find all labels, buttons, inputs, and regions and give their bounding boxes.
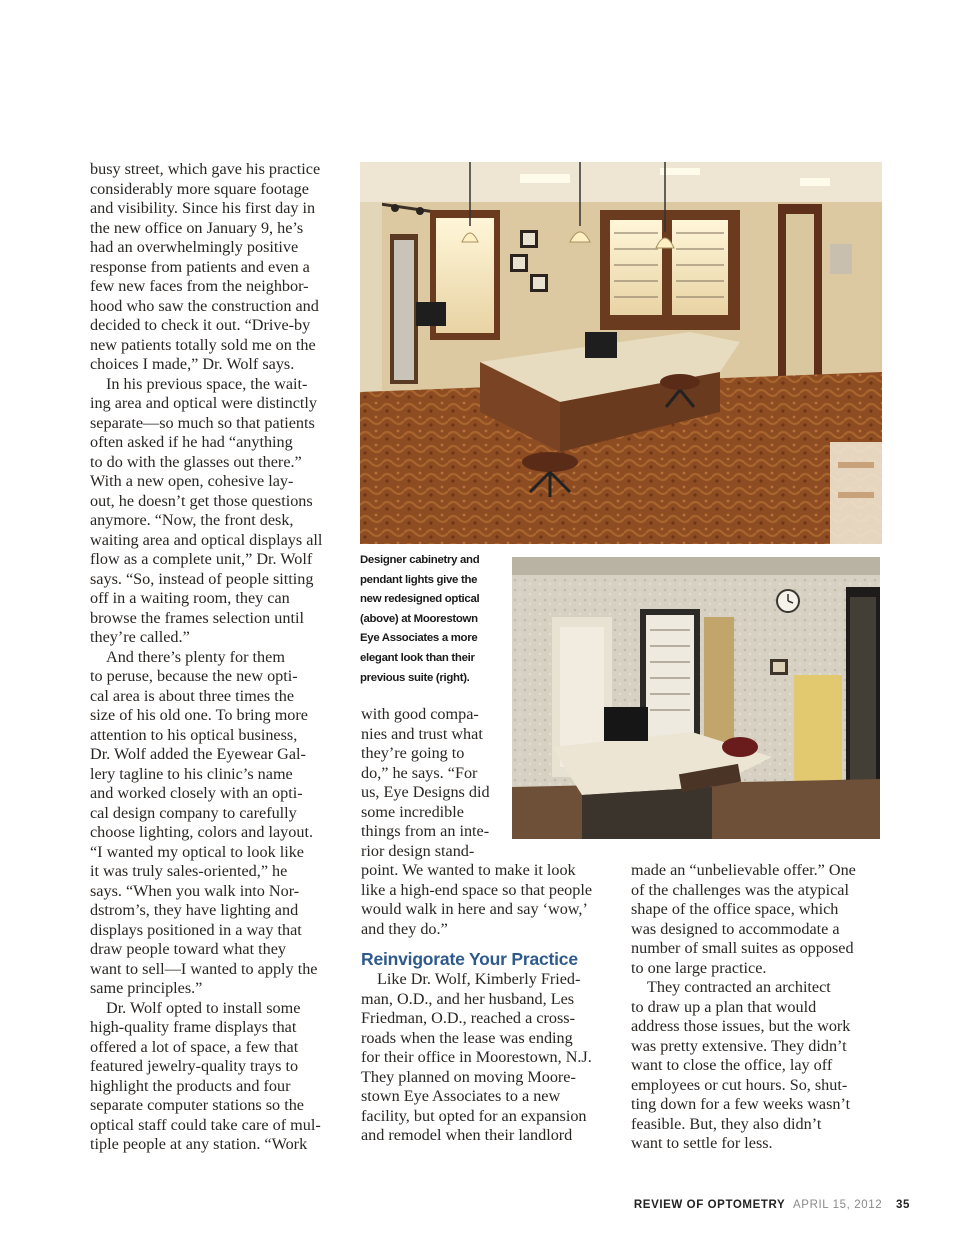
text-line: and worked closely with an opti- [90, 784, 303, 802]
text-line: often asked if he had “anything [90, 433, 293, 451]
text-line: employees or cut hours. So, shut- [631, 1075, 848, 1094]
text-line: address those issues, but the work [631, 1017, 851, 1035]
text-line: nies and trust what [361, 724, 483, 743]
issue-date: APRIL 15, 2012 [793, 1199, 883, 1211]
text-line: and they do.” [361, 919, 448, 938]
text-line: Dr. Wolf added the Eyewear Gal- [90, 745, 306, 763]
text-line: lery tagline to his clinic’s name [90, 764, 293, 783]
text-line: highlight the products and four [90, 1076, 291, 1095]
text-line: shape of the office space, which [631, 900, 839, 918]
text-line: and visibility. Since his first day in [90, 199, 316, 217]
text-line: waiting area and optical displays all [90, 530, 323, 549]
text-line: browse the frames selection until [90, 608, 304, 627]
text-line: things from an inte- [361, 822, 490, 840]
text-line: In his previous space, the wait- [106, 374, 308, 393]
text-line: they’re called.” [90, 628, 190, 646]
text-line: ing area and optical were distinctly [90, 394, 317, 412]
text-line: was pretty extensive. They didn’t [631, 1036, 847, 1055]
text-line: same principles.” [90, 979, 203, 997]
text-line: made an “unbelievable offer.” One [631, 861, 856, 879]
text-line: anymore. “Now, the front desk, [90, 511, 294, 529]
article-column-left [90, 160, 322, 1155]
text-line: And there’s plenty for them [106, 647, 285, 666]
text-line: do,” he says. “For [361, 763, 478, 782]
text-line: some incredible [361, 802, 464, 821]
text-line: “I wanted my optical to look like [90, 842, 304, 861]
caption-line: elegant look than their [360, 651, 475, 664]
text-line: was designed to accommodate a [631, 919, 840, 938]
text-line: want to close the office, lay off [631, 1056, 833, 1074]
text-line: us, Eye Designs did [361, 783, 490, 801]
article-column-middle [361, 705, 592, 1146]
text-line: They contracted an architect [647, 978, 831, 996]
text-line: offered a lot of space, a few that [90, 1037, 299, 1056]
text-line: high-quality frame displays that [90, 1018, 297, 1036]
text-line: new patients totally sold me on the [90, 335, 316, 354]
text-line: optical staff could take care of mul- [90, 1115, 321, 1134]
text-line: they’re going to [361, 744, 465, 762]
photo-new-optical [360, 162, 882, 544]
text-line: for their office in Moorestown, N.J. [361, 1048, 592, 1066]
text-line: size of his old one. To bring more [90, 706, 308, 724]
text-line: of the challenges was the atypical [631, 880, 849, 899]
text-line: cal design company to carefully [90, 803, 297, 822]
text-line: cal area is about three times the [90, 686, 295, 705]
magazine-name: REVIEW OF OPTOMETRY [633, 1199, 786, 1211]
caption-line: pendant lights give the [360, 573, 478, 586]
text-line: separate—so much so that patients [90, 413, 315, 432]
text-line: few new faces from the neighbor- [90, 277, 309, 295]
text-line: facility, but opted for an expansion [361, 1106, 587, 1125]
text-line: man, O.D., and her husband, Les [361, 989, 575, 1008]
text-line: out, he doesn’t get those questions [90, 491, 313, 510]
text-line: dstrom’s, they have lighting and [90, 901, 299, 919]
page-number: 35 [896, 1199, 910, 1211]
text-line: considerably more square footage [90, 179, 309, 198]
text-line: With a new open, cohesive lay- [90, 472, 294, 490]
text-line: roads when the lease was ending [361, 1028, 573, 1047]
text-line: want to sell—I wanted to apply the [90, 959, 318, 978]
text-line: draw people toward what they [90, 940, 286, 958]
text-line: with good compa- [361, 705, 479, 723]
text-line: number of small suites as opposed [631, 939, 854, 957]
text-line: off in a waiting room, they can [90, 589, 290, 607]
text-line: attention to his optical business, [90, 725, 298, 744]
text-line: decided to check it out. “Drive-by [90, 316, 311, 334]
text-line: want to settle for less. [631, 1134, 773, 1152]
text-line: displays positioned in a way that [90, 920, 302, 939]
text-line: to peruse, because the new opti- [90, 667, 298, 685]
text-line: rior design stand- [361, 841, 475, 860]
text-line: separate computer stations so the [90, 1096, 304, 1114]
photo-caption [360, 551, 510, 688]
text-line: and remodel when their landlord [361, 1126, 573, 1144]
text-line: to do with the glasses out there.” [90, 452, 302, 471]
text-line: Like Dr. Wolf, Kimberly Fried- [377, 970, 581, 988]
text-line: it was truly sales-oriented,” he [90, 862, 288, 880]
text-line: hood who saw the construction and [90, 296, 319, 315]
text-line: choices I made,” Dr. Wolf says. [90, 355, 295, 373]
section-heading: Reinvigorate Your Practice [361, 949, 578, 969]
text-line: featured jewelry-quality trays to [90, 1057, 299, 1075]
text-line: like a high-end space so that people [361, 880, 593, 899]
text-line: busy street, which gave his practice [90, 160, 321, 178]
text-line: ting down for a few weeks wasn’t [631, 1095, 851, 1113]
text-line: point. We wanted to make it look [361, 861, 576, 879]
text-line: would walk in here and say ‘wow,’ [361, 900, 588, 918]
text-line: choose lighting, colors and layout. [90, 823, 313, 841]
text-line: feasible. But, they also didn’t [631, 1114, 822, 1133]
caption-line: Eye Associates a more [360, 632, 478, 645]
text-line: tiple people at any station. “Work [90, 1135, 308, 1153]
caption-line: new redesigned optical [360, 593, 480, 606]
text-line: Dr. Wolf opted to install some [106, 998, 301, 1017]
caption-line: (above) at Moorestown [360, 612, 478, 625]
text-line: Friedman, O.D., reached a cross- [361, 1009, 575, 1027]
text-line: flow as a complete unit,” Dr. Wolf [90, 550, 313, 568]
text-line: to draw up a plan that would [631, 997, 817, 1016]
text-line: to one large practice. [631, 958, 767, 977]
article-column-right [631, 861, 856, 1154]
caption-line: previous suite (right). [360, 671, 470, 684]
page-footer [634, 1199, 910, 1211]
text-line: had an overwhelmingly positive [90, 238, 299, 256]
text-line: They planned on moving Moore- [361, 1067, 576, 1086]
text-line: response from patients and even a [90, 257, 310, 276]
text-line: says. “So, instead of people sitting [90, 569, 314, 588]
caption-line: Designer cabinetry and [360, 554, 480, 566]
text-line: the new office on January 9, he’s [90, 218, 304, 237]
text-line: stown Eye Associates to a new [361, 1087, 561, 1105]
text-line: says. “When you walk into Nor- [90, 881, 300, 900]
